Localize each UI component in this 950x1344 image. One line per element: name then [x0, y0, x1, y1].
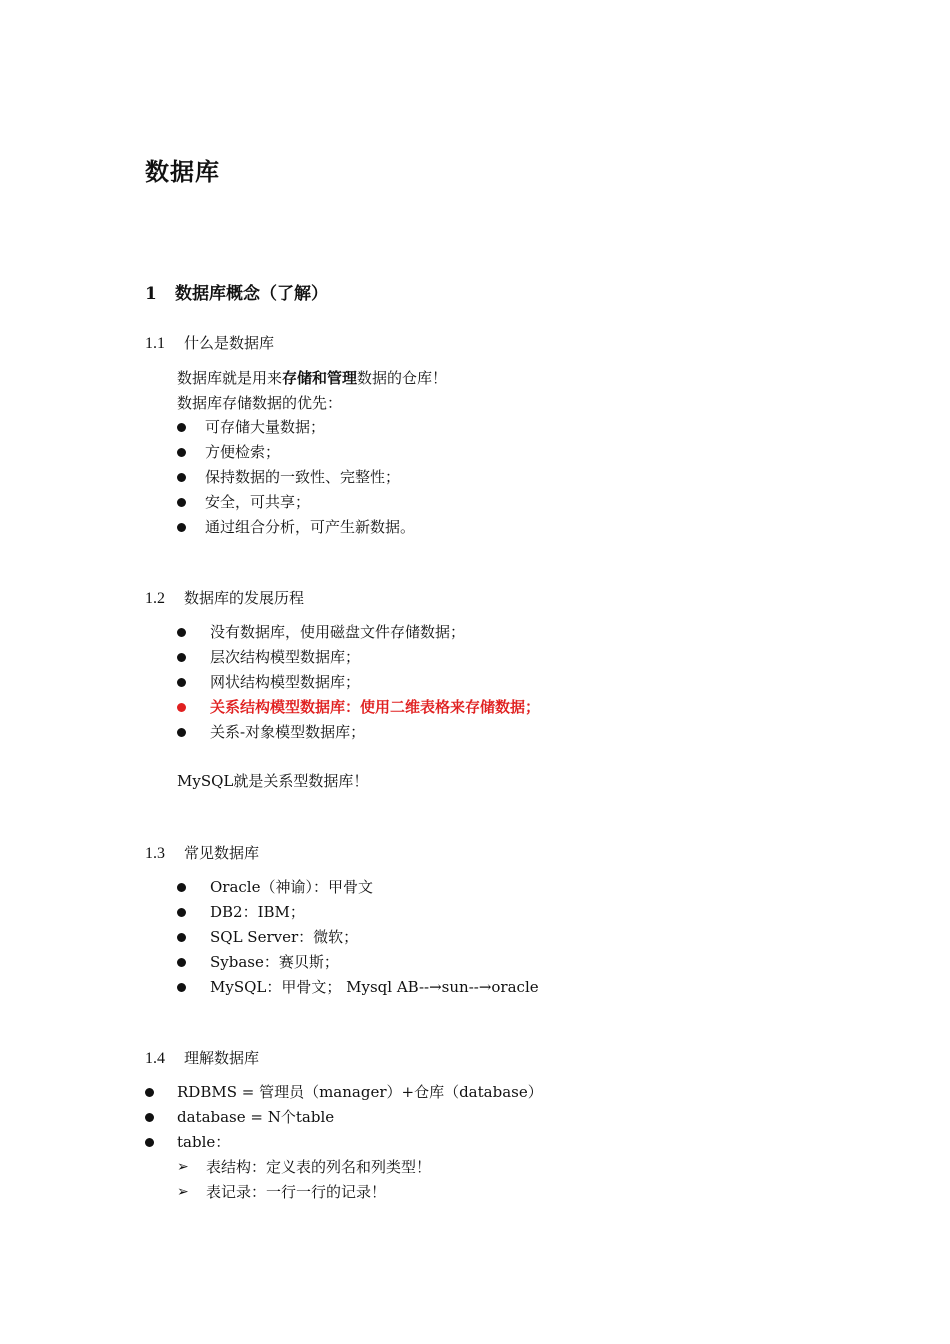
bullet-dot-icon [145, 1088, 154, 1097]
list-item-text: 表结构：定义表的列名和列类型！ [206, 1158, 432, 1176]
list-item [177, 440, 415, 465]
section-title: 数据库的发展历程 [184, 589, 305, 607]
bullet-dot-icon [177, 448, 186, 457]
section-number: 1.3 [145, 845, 165, 862]
list-item-text: 没有数据库，使用磁盘文件存储数据； [210, 623, 466, 641]
bullet-dot-icon [177, 628, 186, 637]
section-number: 1 [145, 284, 157, 304]
list-item-text: 表记录：一行一行的记录！ [206, 1183, 387, 1201]
list-item-text: MySQL：甲骨文； Mysql AB--→sun--→oracle [210, 978, 539, 996]
list-item [177, 925, 539, 950]
list-item-text: 保持数据的一致性、完整性； [205, 468, 401, 486]
bullet-dot-icon [177, 678, 186, 687]
list-item [145, 1130, 543, 1155]
bullet-dot-icon [177, 983, 186, 992]
list-item-text: 通过组合分析，可产生新数据。 [205, 518, 416, 536]
list-item [177, 950, 539, 975]
bullet-dot-icon [177, 908, 186, 917]
list-item [145, 1105, 543, 1130]
bullet-dot-icon [177, 958, 186, 967]
list-item-text: 可存储大量数据； [205, 418, 326, 436]
section-1-heading [145, 279, 328, 304]
advantages-list [177, 415, 415, 540]
bullet-dot-icon [177, 498, 186, 507]
list-item [177, 515, 415, 540]
list-item-text: database = N个table [177, 1108, 335, 1126]
section-number: 1.1 [145, 335, 165, 352]
section-title: 什么是数据库 [184, 334, 275, 352]
mysql-note: MySQL就是关系型数据库！ [177, 772, 369, 790]
bullet-dot-icon [177, 883, 186, 892]
bullet-dot-icon [177, 653, 186, 662]
common-db-list [177, 875, 539, 1000]
history-list [177, 620, 540, 745]
list-item-text: 关系结构模型数据库：使用二维表格来存储数据； [210, 698, 541, 716]
bullet-dot-icon [145, 1113, 154, 1122]
intro-paragraph [177, 366, 447, 416]
list-item-text: 网状结构模型数据库； [210, 673, 361, 691]
list-item-text: DB2：IBM； [210, 903, 305, 921]
section-title: 理解数据库 [184, 1049, 260, 1067]
intro-bold-text: 存储和管理 [282, 369, 358, 387]
table-sublist [177, 1155, 431, 1205]
list-item [145, 1080, 543, 1105]
bullet-dot-icon [177, 473, 186, 482]
list-item [177, 900, 539, 925]
advantages-label: 数据库存储数据的优先： [177, 394, 343, 412]
list-item [177, 875, 539, 900]
section-1-4-heading [145, 1047, 259, 1068]
section-1-2-heading [145, 587, 304, 608]
understanding-list [145, 1080, 543, 1155]
bullet-dot-icon [177, 523, 186, 532]
intro-text: 数据库就是用来 [177, 369, 283, 387]
bullet-dot-icon [177, 728, 186, 737]
list-item-text: Oracle（神谕）：甲骨文 [210, 878, 373, 896]
list-item-text: 安全，可共享； [205, 493, 311, 511]
list-item [177, 465, 415, 490]
bullet-dot-icon [145, 1138, 154, 1147]
list-item [177, 415, 415, 440]
list-item-text: 方便检索； [205, 443, 281, 461]
list-item-text: table： [177, 1133, 231, 1151]
bullet-dot-icon [177, 423, 186, 432]
section-number: 1.4 [145, 1050, 165, 1067]
arrow-bullet-icon: ➢ [177, 1159, 189, 1175]
list-item [177, 490, 415, 515]
list-item-text: 关系-对象模型数据库； [210, 723, 366, 741]
list-item [177, 720, 540, 745]
bullet-dot-icon [177, 933, 186, 942]
section-1-1-heading [145, 332, 274, 353]
intro-line [177, 366, 447, 391]
arrow-bullet-icon: ➢ [177, 1184, 189, 1200]
list-item-text: RDBMS = 管理员（manager）+仓库（database） [177, 1083, 543, 1101]
sub-list-item [177, 1155, 431, 1180]
sub-list-item [177, 1180, 431, 1205]
document-title: 数据库 [145, 158, 220, 186]
bullet-dot-icon [177, 703, 186, 712]
section-title: 数据库概念（了解） [175, 284, 328, 304]
list-item [177, 975, 539, 1000]
list-item-highlighted [177, 695, 540, 720]
section-1-3-heading [145, 842, 259, 863]
list-item [177, 645, 540, 670]
list-item-text: SQL Server：微软； [210, 928, 359, 946]
section-title: 常见数据库 [184, 844, 260, 862]
list-item-text: 层次结构模型数据库； [210, 648, 361, 666]
section-number: 1.2 [145, 590, 165, 607]
list-item [177, 670, 540, 695]
intro-text-end: 数据的仓库！ [357, 369, 448, 387]
list-item-text: Sybase：赛贝斯； [210, 953, 339, 971]
list-item [177, 620, 540, 645]
